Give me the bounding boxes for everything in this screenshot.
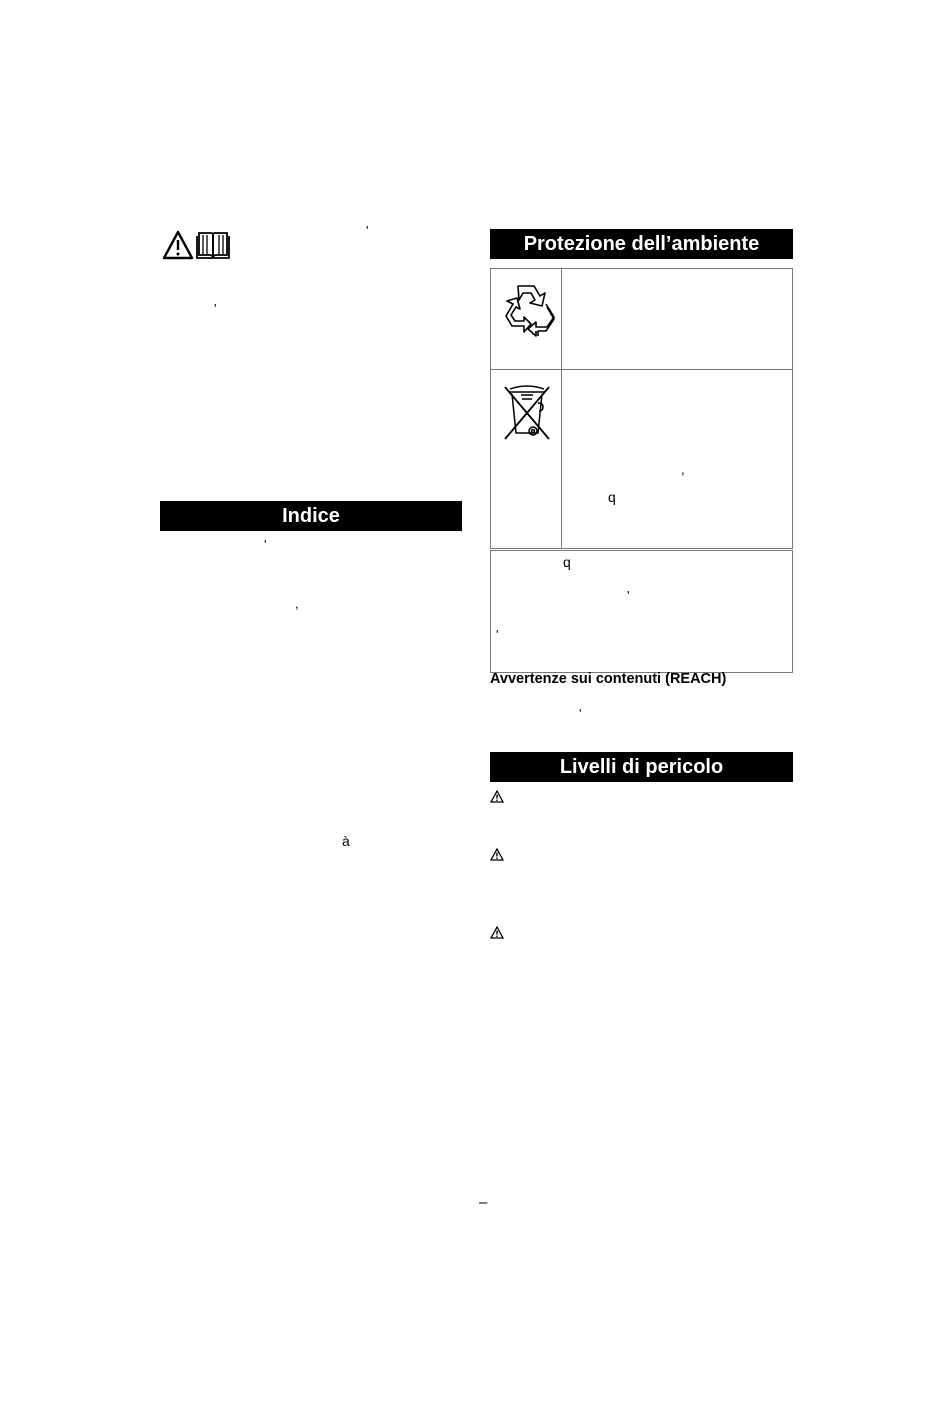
indice-glyph-1: '	[264, 537, 267, 552]
weee-glyph-1: ,	[681, 462, 685, 477]
notice-glyph-1: q	[563, 554, 571, 570]
danger-levels-heading: Livelli di pericolo	[490, 752, 793, 782]
recycling-icon	[498, 282, 556, 338]
warning-manual-icons	[162, 229, 230, 261]
title-glyph: '	[366, 223, 369, 238]
indice-glyph-3: à	[342, 833, 350, 849]
warning-level-icon	[490, 848, 504, 861]
environment-heading: Protezione dell’ambiente	[490, 229, 793, 259]
intro-glyph: '	[214, 301, 217, 316]
notice-glyph-3: '	[496, 627, 499, 642]
page-number: –	[479, 1194, 488, 1211]
table-column-divider	[561, 269, 562, 548]
environment-table	[490, 268, 793, 549]
notice-glyph-2: '	[627, 588, 630, 603]
crossed-bin-icon	[502, 381, 552, 441]
caution-level-icon	[490, 926, 504, 939]
weee-glyph-2: q	[608, 489, 616, 505]
reach-heading: Avvertenze sui contenuti (REACH)	[490, 671, 727, 687]
indice-heading: Indice	[160, 501, 462, 531]
open-book-icon	[196, 230, 230, 260]
reach-glyph: '	[579, 706, 582, 721]
notice-box	[490, 550, 793, 673]
danger-warning-icon	[490, 790, 504, 803]
warning-triangle-icon	[162, 230, 194, 260]
table-row-divider	[491, 369, 792, 370]
indice-glyph-2: ,	[295, 596, 299, 611]
